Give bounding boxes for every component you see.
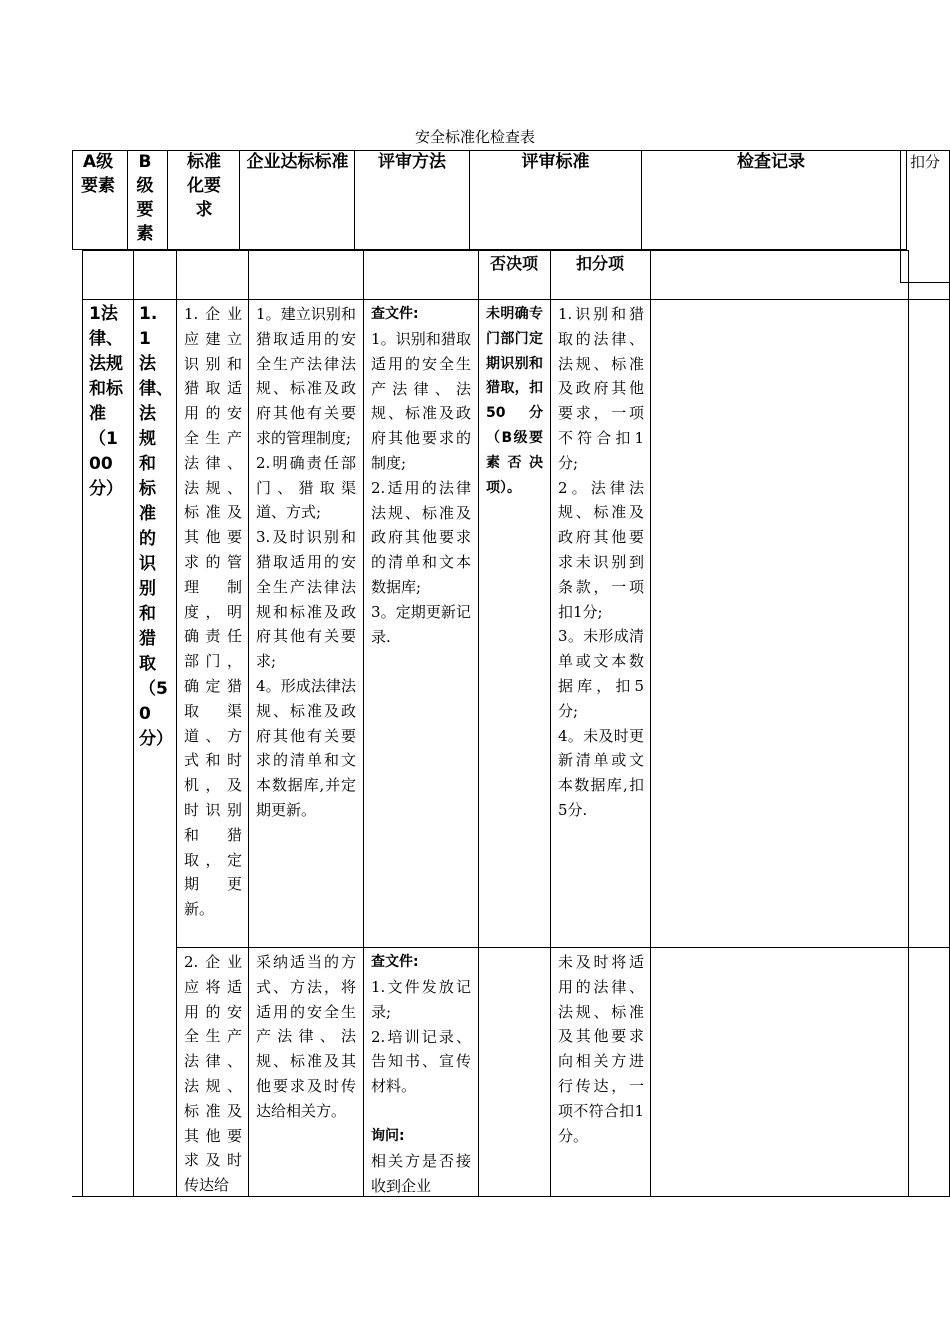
row2-method-heading: 查文件: xyxy=(371,954,419,970)
row1-veto: 未明确专门部门定期识别和猎取，扣50分（B级要素否决项）。 xyxy=(486,306,543,496)
row1-deductions: 1.识别和猎取的法律、法规、标准及政府其他要求，一项不符合扣1分; 2。法律法规、标准及政府其他要求未识别到条款，一项扣1分; 3。未形成清单或文本数据库，扣5分; 4。未及时更新清单或文本数据库,扣5分. xyxy=(558,305,644,819)
header-requirement: 标准化要求 xyxy=(187,152,221,220)
row2-method: 1.文件发放记录; 2.培训记录、告知书、宣传材料。 xyxy=(371,978,471,1096)
header-b-level: B级要素 xyxy=(136,152,154,244)
row1-method-heading: 查文件: xyxy=(371,306,419,322)
header-deduction-items: 扣分项 xyxy=(575,254,624,273)
row1-enterprise-standard: 1。建立识别和猎取适用的安全生产法律法规、标准及政府其他有关要求的管理制度; 2.明确责任部门、猎取渠道、方式; 3.及时识别和猎取适用的安全生产法律法规和标准及政府其他有关要求; 4。形成法律法规、标准及政府其他有关要求的清单和文本数据库,并定期更新。 xyxy=(256,305,356,819)
row1-b-level: 1.1法律、法规和标准的识别和猎取（50分） xyxy=(139,304,173,749)
header-review-criteria: 评审标准 xyxy=(521,152,590,172)
row2-method-2: 相关方是否接收到企业 xyxy=(371,1152,471,1195)
row2-method-heading-2: 询问: xyxy=(371,1128,405,1144)
header-review-method: 评审方法 xyxy=(378,152,446,172)
row1-method: 1。识别和猎取适用的安全生产法律、法规、标准及政府其他要求的制度; 2.适用的法律法规、标准及政府其他要求的清单和文本数据库; 3。定期更新记录. xyxy=(371,330,471,646)
row1-requirement: 1.企业应建立识别和猎取适用的安全生产法律、法规、标准及其他要求的管理制度，明确责任部门，确定猎取渠道、方式和时机，及时识别和猎取，定期更新。 xyxy=(184,305,242,919)
row1-a-level: 1法律、法规和标准（100分） xyxy=(89,304,123,499)
header-inspection-record: 检查记录 xyxy=(737,152,805,172)
row2-enterprise-standard: 采纳适当的方式、方法，将适用的安全生产法律、法规、标准及其他要求及时传达给相关方。 xyxy=(256,953,356,1120)
row2-deductions: 未及时将适用的法律、法规、标准及其他要求向相关方进行传达，一项不符合扣1分。 xyxy=(558,953,644,1145)
document-title: 安全标准化检查表 xyxy=(414,128,535,146)
header-a-level: A级要素 xyxy=(81,152,115,196)
row2-requirement: 2.企业应将适用的安全生产法律、法规、标准及其他要求及时传达给 xyxy=(184,953,242,1195)
header-veto: 否决项 xyxy=(490,254,539,273)
header-deduct: 扣分 xyxy=(909,153,940,171)
header-enterprise-standard: 企业达标标准 xyxy=(246,152,349,172)
